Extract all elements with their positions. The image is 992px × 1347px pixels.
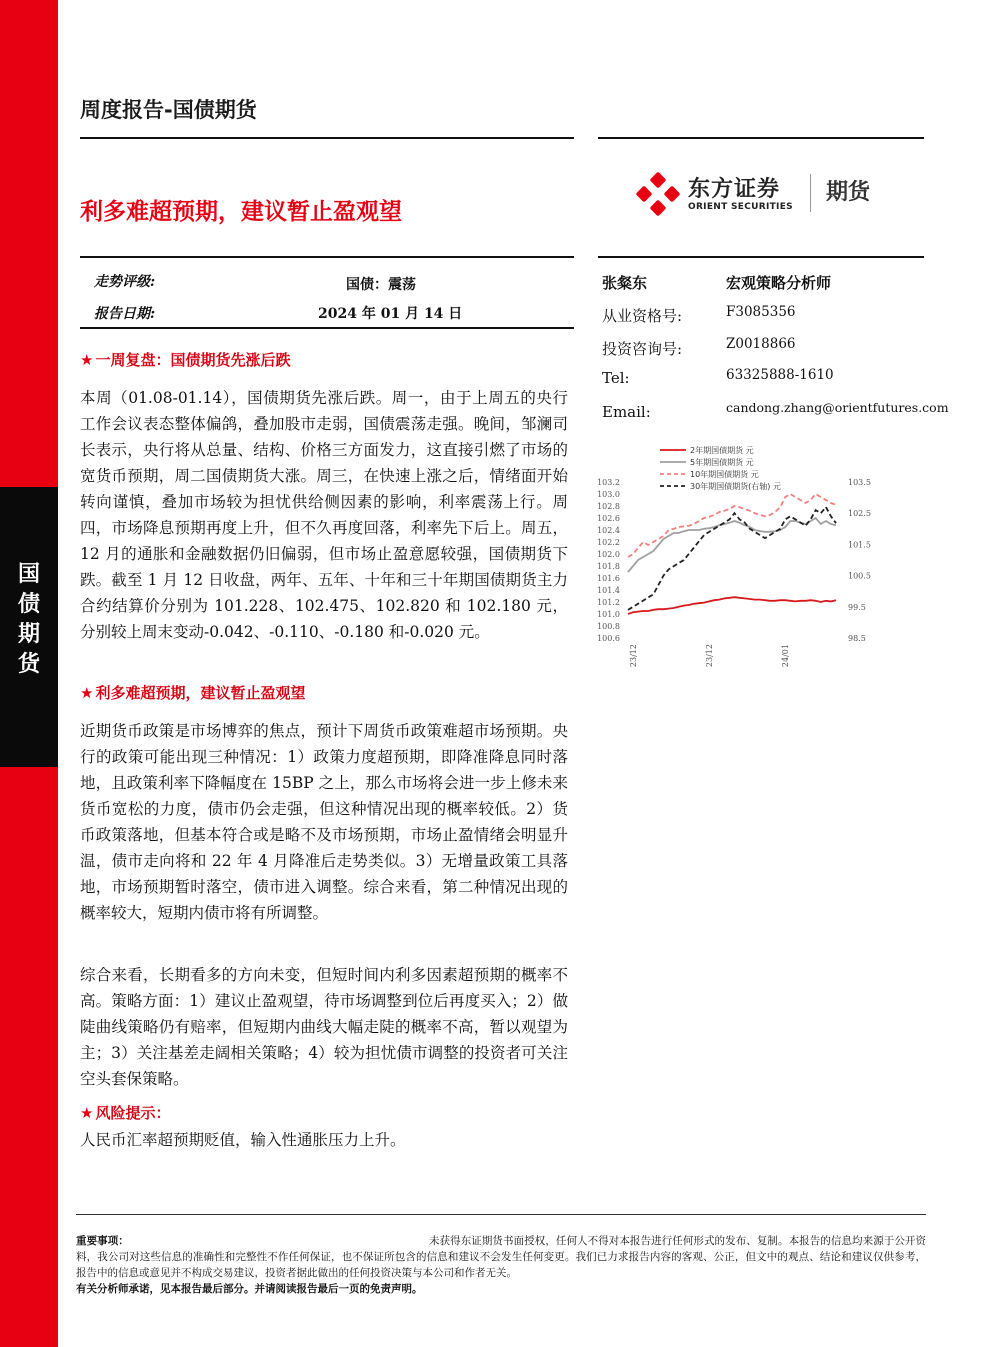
right-tick-label: 102.5 — [848, 509, 871, 519]
series-line — [628, 494, 836, 557]
date-value: 2024 年 01 月 14 日 — [318, 306, 463, 322]
tel-label: Tel: — [602, 369, 630, 387]
consult-label: 投资咨询号: — [602, 340, 683, 358]
orient-logo-icon — [636, 172, 680, 216]
left-tick-label: 101.2 — [597, 598, 620, 607]
license-label: 从业资格号: — [602, 307, 683, 325]
logo-division: 期货 — [826, 180, 871, 205]
company-logo — [636, 170, 886, 218]
rating-label: 走势评级: — [94, 274, 156, 290]
meta-rule-top — [80, 256, 574, 258]
left-tick-label: 101.8 — [597, 562, 620, 571]
left-tick-label: 100.6 — [597, 634, 620, 643]
right-tick-label: 98.5 — [848, 634, 866, 643]
left-tick-label: 101.6 — [597, 574, 620, 583]
left-tick-label: 101.4 — [597, 586, 620, 595]
header-rule-right — [598, 137, 924, 139]
left-tick-label: 102.8 — [597, 502, 620, 511]
right-tick-label: 101.5 — [848, 540, 871, 550]
legend-entry: 10年期国债期货 元 — [690, 470, 759, 479]
x-tick-label: 23/12 — [629, 644, 638, 668]
section-heading-weekly-review: ★ 一周复盘：国债期货先涨后跌 — [80, 351, 291, 369]
logo-en-name: ORIENT SECURITIES — [688, 202, 793, 212]
chart-series-lines — [628, 494, 836, 614]
chart-legend — [660, 445, 781, 491]
logo-cn-name: 东方证券 — [688, 177, 781, 202]
star-icon: ★ — [80, 1104, 94, 1122]
disclaimer — [76, 1233, 926, 1297]
series-line — [628, 597, 836, 614]
risk-paragraph: 人民币汇率超预期贬值，输入性通胀压力上升。 — [80, 1131, 406, 1149]
x-tick-label: 24/01 — [781, 644, 790, 668]
tel-value: 63325888-1610 — [726, 367, 834, 383]
license-value: F3085356 — [726, 304, 796, 320]
right-tick-label: 100.5 — [848, 571, 871, 581]
analyst-rule-top — [598, 256, 924, 258]
notice-text: 未获得东证期货书面授权，任何人不得对本报告进行任何形式的发布、复制。本报告的信息均来源于公开资料，我公司对这些信息的准确性和完整性不作任何保证，也不保证所包含的信息和建议不会发生任何变更。我们已力求报告内容的客观、公正，但文中的观点、结论和建议仅供参考，报告中的信息或意见并不构成交易建议，投资者据此做出的任何投资决策与本公司和作者无关。 — [76, 1235, 927, 1279]
consult-value: Z0018866 — [726, 336, 796, 352]
section-heading-outlook: ★ 利多难超预期，建议暂止盈观望 — [80, 684, 306, 702]
left-tick-label: 103.0 — [597, 490, 620, 499]
footer-rule — [76, 1214, 926, 1215]
analyst-title: 宏观策略分析师 — [726, 274, 832, 292]
right-tick-label: 99.5 — [848, 602, 866, 612]
outlook-paragraph-2: 综合来看，长期看多的方向未变，但短时间内利多因素超预期的概率不高。策略方面：1）建议止盈观望，待市场调整到位后再度买入；2）做陡曲线策略仍有赔率，但短期内曲线大幅走陡的概率不高，暂以观望为主；3）关注基差走阔相关策略；4）较为担忧债市调整的投资者可关注空头套保策略。 — [80, 966, 568, 1088]
legend-entry: 2年期国债期货 元 — [690, 446, 754, 455]
notice-label: 重要事项： — [76, 1235, 129, 1247]
left-tick-label: 103.2 — [597, 478, 620, 487]
date-label: 报告日期: — [94, 306, 156, 322]
logo-separator — [810, 174, 811, 212]
left-tick-label: 100.8 — [597, 622, 620, 631]
left-axis-ticks — [597, 478, 620, 643]
right-tick-label: 103.5 — [848, 478, 871, 487]
outlook-paragraph-1: 近期货币政策是市场博弈的焦点，预计下周货币政策难超市场预期。央行的政策可能出现三种情况：1）政策力度超预期，即降准降息同时落地，且政策利率下降幅度在 15BP 之上，那么市场将会进一步上修未来货币宽松的力度，债市仍会走强，但这种情况出现的概率较低。2）货币政策落地，但基本符合或是略不及市场预期，市场止盈情绪会明显升温，债市走向将和 22 年 4 月降准后走势类似。3）无增量政策工具落地，市场预期暂时落空，债市进入调整。综合来看，第二种情况出现的概率较大，短期内债市将有所调整。 — [80, 722, 568, 922]
star-icon: ★ — [80, 684, 94, 702]
left-tick-label: 102.2 — [597, 538, 620, 547]
star-icon: ★ — [80, 351, 94, 369]
series-line — [628, 518, 836, 572]
header-rule-left — [80, 137, 574, 139]
x-tick-label: 23/12 — [705, 644, 714, 668]
right-axis-ticks — [848, 478, 871, 643]
left-tick-label: 102.6 — [597, 514, 620, 523]
rating-value: 国债：震荡 — [346, 277, 416, 293]
email-link[interactable]: candong.zhang@orientfutures.com — [726, 400, 949, 415]
legend-entry: 5年期国债期货 元 — [690, 458, 754, 467]
section-heading-risk: ★ 风险提示： — [80, 1104, 171, 1122]
doc-type: 周度报告-国债期货 — [80, 98, 257, 122]
analyst-notice: 有关分析师承诺，见本报告最后部分。并请阅读报告最后一页的免责声明。 — [76, 1283, 423, 1295]
left-tick-label: 101.0 — [597, 610, 620, 619]
weekly-review-paragraph: 本周（01.08-01.14），国债期货先涨后跌。周一，由于上周五的央行工作会议表态整体偏鸽，叠加股市走弱，国债震荡走强。晚间，邹澜司长表示，央行将从总量、结构、价格三方面发力，这直接引燃了市场的宽货币预期，周二国债期货大涨。周三，在快速上涨之后，情绪面开始转向谨慎，叠加市场较为担忧供给侧因素的影响，利率震荡上行。周四，市场降息预期再度上升，但不久再度回落，利率先下后上。周五，12 月的通胀和金融数据仍旧偏弱，但市场止盈意愿较强，国债期货下跌。截至 1 月 12 日收盘，两年、五年、十年和三十年期国债期货主力合约结算价分别为 101.228、102.475、102.820 和 102.180 元，分别较上周末变动-0.042、-0.110、-0.180 和-0.020 元。 — [80, 389, 568, 641]
left-tick-label: 102.4 — [597, 526, 620, 535]
meta-rule-bottom — [80, 327, 574, 329]
bond-futures-chart — [590, 440, 890, 670]
left-tick-label: 102.0 — [597, 550, 620, 559]
analyst-name: 张粲东 — [602, 274, 648, 292]
vertical-category-label: 国 债 期 货 — [17, 562, 40, 677]
email-label: Email: — [602, 403, 651, 421]
report-title: 利多难超预期，建议暂止盈观望 — [80, 199, 402, 225]
x-axis-ticks — [629, 644, 790, 667]
legend-entry: 30年期国债期货(右轴) 元 — [690, 482, 781, 491]
